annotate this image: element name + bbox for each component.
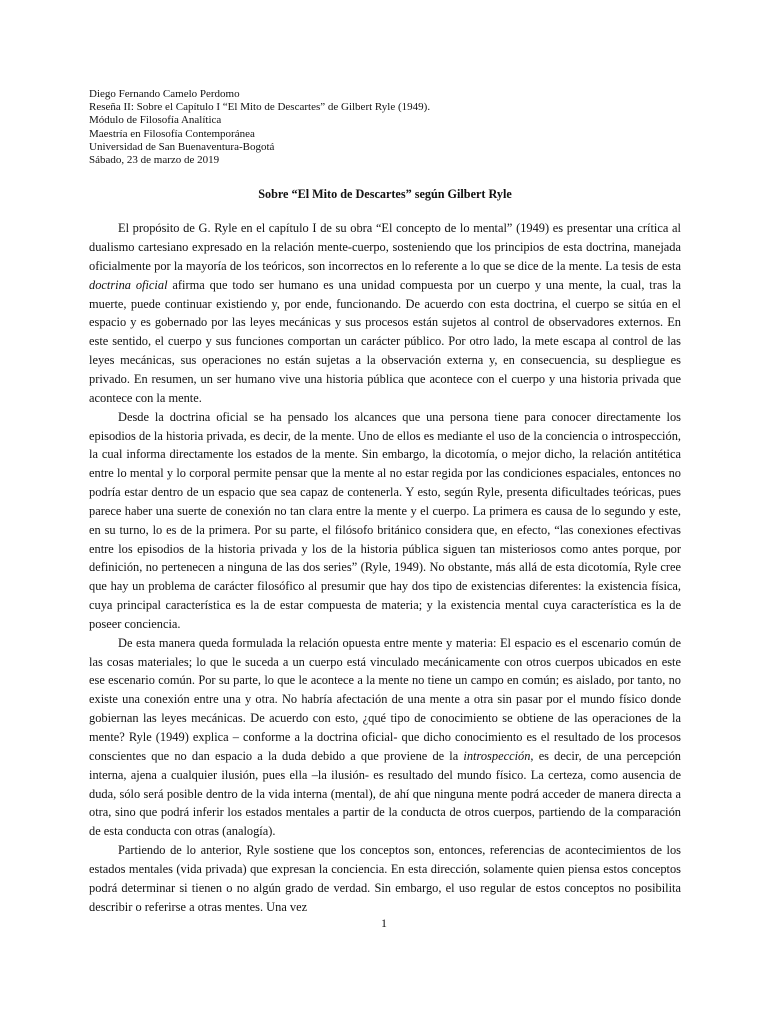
paragraph xyxy=(89,408,681,634)
university-line: Universidad de San Buenaventura-Bogotá xyxy=(89,140,275,153)
module-line: Módulo de Filosofía Analítica xyxy=(89,114,222,127)
paragraph-text: , es decir, de una percepción interna, ajena a cualquier ilusión, pues ella –la ilusión- es resultado del mundo físico. La certeza, como ausencia de duda, sólo será posible dentro de la vida interna (mental), de ahí que ninguna mente podrá acceder de manera directa a otra, sino que podrá inferir los estados mentales a partir de la conducta de otros cuerpos, partiendo de la comparación de esta conducta con otras (analogía). xyxy=(89,748,681,839)
paragraph xyxy=(89,634,681,841)
author-line: Diego Fernando Camelo Perdomo xyxy=(89,88,240,100)
paragraph-text: afirma que todo ser humano es una unidad compuesta por un cuerpo y una mente, la cual, tras la muerte, puede continuar existiendo y, por ende, funcionando. De acuerdo con esta doctrina, el cuerpo se sitúa en el espacio y es gobernado por las leyes mecánicas y sus procesos están sujetos al control de observadores externos. En este sentido, el cuerpo y sus funciones comportan un carácter público. Por otro lado, la mete escapa al control de las leyes mecánicas, sus operaciones no están sujetas a la observación externa y, en consecuencia, su despliegue es privado. En resumen, un ser humano vive una historia pública que acontece con el cuerpo y una historia privada que acontece con la mente. xyxy=(89,277,681,405)
program-line: Maestría en Filosofía Contemporánea xyxy=(89,127,255,140)
date-line: Sábado, 23 de marzo de 2019 xyxy=(89,154,220,167)
document-body xyxy=(89,219,681,916)
assignment-line: Reseña II: Sobre el Capítulo I “El Mito de Descartes” de Gilbert Ryle (1949). xyxy=(89,101,431,114)
paragraph xyxy=(89,219,681,407)
paragraph-text: De esta manera queda formulada la relación opuesta entre mente y materia: El espacio es el escenario común de las cosas materiales; lo que le suceda a un cuerpo está vinculado mecánicamente con otros cuerpos ubicados en este ese escenario común. Por su parte, lo que le acontece a la mente no tiene un campo en común; es aislado, por tanto, no existe una conexión entre una y otra. No habría afectación de una mente a otra sin pasar por el mundo físico donde gobiernan las leyes mecánicas. De acuerdo con esto, ¿qué tipo de conocimiento se obtiene de las operaciones de la mente? Ryle (1949) explica – conforme a la doctrina oficial- que dicho conocimiento es el resultado de los procesos conscientes que no dan espacio a la duda debido a que proviene de la xyxy=(89,635,681,763)
paragraph-text: Desde la doctrina oficial se ha pensado los alcances que una persona tiene para conocer directamente los episodios de la historia privada, es decir, de la mente. Uno de ellos es mediante el uso de la conciencia o introspección, la cual informa directamente los estados de la mente. Sin embargo, la dicotomía, o mejor dicho, la relación antitética entre lo mental y lo corporal permite pensar que la mente al no estar regida por las condiciones espaciales, entonces no podría estar dentro de un espacio que sea capaz de contenerla. Y esto, según Ryle, presenta dificultades teóricas, pues parece haber una suerte de conexión no tan clara entre la mente y el cuerpo. La primera es causa de lo segundo y este, en su turno, lo es de la primera. Por su parte, el filósofo británico considera que, en efecto, “las conexiones efectivas entre los episodios de la historia privada y los de la historia pública siguen tan misteriosos como antes porque, por definición, no pertenecen a ninguna de las dos series” (Ryle, 1949). No obstante, más allá de esta dicotomía, Ryle cree que hay un problema de carácter filosófico al presumir que hay dos tipo de existencias diferentes: la existencia física, cuya principal característica es la de estar compuesta de materia; y la existencia mental cuya característica es la de poseer conciencia. xyxy=(89,409,681,631)
paragraph-emphasis: doctrina oficial xyxy=(89,277,168,292)
paragraph-emphasis: introspección xyxy=(463,748,531,763)
document-header xyxy=(89,88,681,167)
paragraph-text: Partiendo de lo anterior, Ryle sostiene que los conceptos son, entonces, referencias de acontecimientos de los estados mentales (vida privada) que expresan la conciencia. En esta dirección, solamente quien piensa estos conceptos podrá determinar si tienen o no algún grado de verdad. Sin embargo, el uso regular de estos conceptos no posibilita describir o referirse a otras mentes. Una vez xyxy=(89,843,681,914)
page-number: 1 xyxy=(381,916,387,930)
paragraph xyxy=(89,841,681,916)
paragraph-text: El propósito de G. Ryle en el capítulo I de su obra “El concepto de lo mental” (1949) es presentar una crítica al dualismo cartesiano expresado en la relación mente-cuerpo, sosteniendo que los principios de esta doctrina, manejada oficialmente por la mayoría de los teóricos, son incorrectos en lo referente a lo que se dice de la mente. La tesis de esta xyxy=(89,221,681,273)
document-title: Sobre “El Mito de Descartes” según Gilbert Ryle xyxy=(258,187,512,202)
